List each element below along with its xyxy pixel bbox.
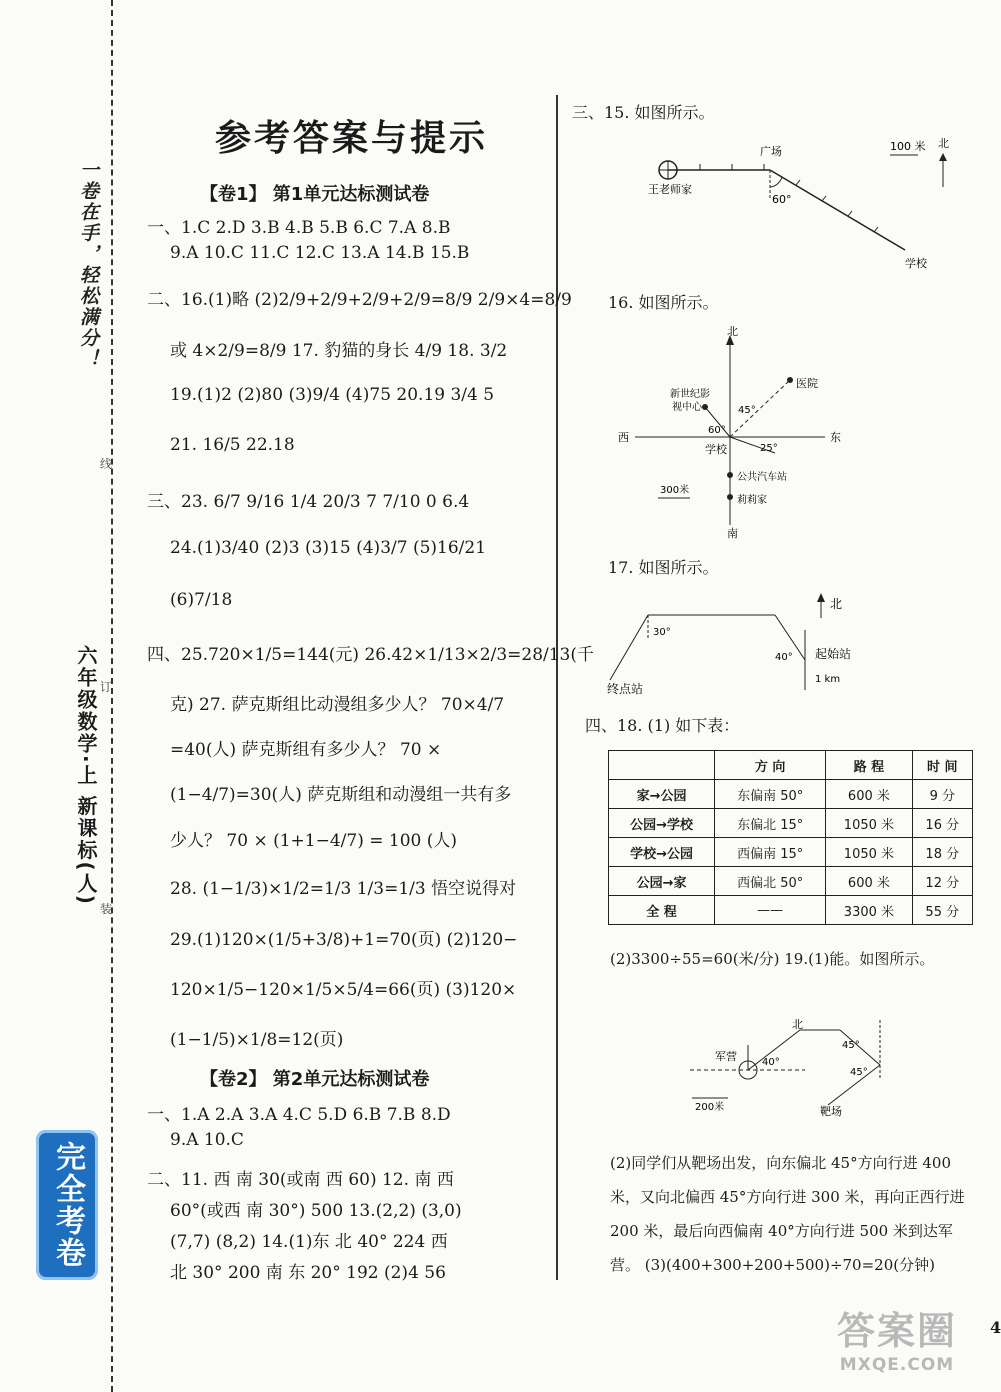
fig15-angle: 60° [772, 193, 792, 206]
svg-text:东: 东 [830, 431, 841, 444]
answer-line-12: =40(人) 萨克斯组有多少人？ 70 × [170, 740, 442, 760]
svg-text:军营: 军营 [715, 1050, 737, 1063]
page-title: 参考答案与提示 [215, 117, 489, 159]
answer-line-3: 二、16.(1)略 (2)2/9+2/9+2/9+2/9=8/9 2/9×4=8/9 [147, 290, 572, 310]
brand-logo: 完全考卷 [36, 1130, 98, 1280]
svg-text:南: 南 [727, 527, 738, 540]
fig15-school: 学校 [905, 257, 927, 270]
answer-line-11: 克) 27. 萨克斯组比动漫组多少人？ 70×4/7 [170, 695, 505, 715]
svg-text:40°: 40° [762, 1057, 780, 1068]
answer-line-13: (1−4/7)=30(人) 萨克斯组和动漫组一共有多 [170, 785, 512, 805]
answer-line-5: 19.(1)2 (2)80 (3)9/4 (4)75 20.19 3/4 5 [170, 385, 495, 405]
answer-line-8: 24.(1)3/40 (2)3 (3)15 (4)3/7 (5)16/21 [170, 538, 487, 558]
bind-mark-ding: 订 [100, 680, 113, 694]
column-divider [556, 95, 558, 1280]
svg-text:莉莉家: 莉莉家 [737, 495, 767, 506]
figure-15 [560, 125, 980, 275]
answer-line-18: (1−1/5)×1/8=12(页) [170, 1030, 344, 1050]
answer-line-21: 二、11. 西 南 30(或南 西 60) 12. 南 西 [147, 1170, 454, 1190]
fig15-square: 广场 [760, 145, 782, 158]
q18-label: 四、18. (1) 如下表： [585, 716, 740, 735]
svg-text:40°: 40° [775, 652, 793, 663]
answer-line-15: 28. (1−1/3)×1/2=1/3 1/3=1/3 悟空说得对 [170, 879, 517, 899]
section-header-1: 【卷1】 第1单元达标测试卷 [200, 184, 430, 205]
route-table: 方 向 路 程 时 间 家→公园 东偏南 50° 600 米 9 分 公园→学校 东偏北 15° 1050 米 16 分 学校→公园 西偏南 15° 1050 米 18 分 公园→家 西偏北 50° 600 米 12 分 全 程 —— 3300 米 55 分 [608, 750, 973, 925]
q18b-line: (2)3300÷55=60(米/分) 19.(1)能。如图所示。 [610, 950, 935, 968]
answer-line-1: 一、1.C 2.D 3.B 4.B 5.B 6.C 7.A 8.B [147, 218, 451, 238]
answer-line-4: 或 4×2/9=8/9 17. 豹猫的身长 4/9 18. 3/2 [170, 341, 508, 361]
q19-explanation: (2)同学们从靶场出发，向东偏北 45°方向行进 400 米，又向北偏西 45°方向行进 300 米，再向正西行进 200 米，最后向西偏南 40°方向行进 500 米到达军营。 (3)(400+300+200+500)÷70=20(分钟) [610, 1154, 965, 1274]
fig15-scale: 100 米 [890, 140, 926, 153]
svg-text:起始站: 起始站 [815, 647, 852, 661]
series-label: 六年级数学·上 新课标(人) [74, 645, 98, 906]
svg-text:靶场: 靶场 [820, 1105, 842, 1118]
figure-17 [605, 590, 875, 700]
bind-mark-zhuang: 装 [100, 902, 113, 916]
answer-line-23: (7,7) (8,2) 14.(1)东 北 40° 224 西 [170, 1232, 448, 1252]
answer-line-24: 北 30° 200 南 东 20° 192 (2)4 56 [170, 1263, 446, 1283]
answer-line-10: 四、25.720×1/5=144(元) 26.42×1/13×2/3=28/13(千 [147, 645, 595, 665]
answer-line-6: 21. 16/5 22.18 [170, 435, 295, 455]
svg-text:45°: 45° [842, 1040, 860, 1051]
q15-label: 三、15. 如图所示。 [572, 103, 715, 122]
svg-text:视中心: 视中心 [672, 402, 702, 413]
svg-text:西: 西 [618, 431, 629, 444]
answer-line-19: 一、1.A 2.A 3.A 4.C 5.D 6.B 7.B 8.D [147, 1105, 451, 1125]
answer-line-14: 少人？ 70 × (1+1−4/7) = 100 (人) [170, 831, 457, 851]
page-number: 4 [990, 1318, 1001, 1337]
answer-line-16: 29.(1)120×(1/5+3/8)+1=70(页) (2)120− [170, 930, 518, 950]
section-header-2: 【卷2】 第2单元达标测试卷 [200, 1069, 430, 1090]
svg-text:30°: 30° [653, 627, 671, 638]
table-row: 公园→学校 东偏北 15° 1050 米 16 分 [609, 809, 973, 838]
svg-text:45°: 45° [738, 405, 756, 416]
answer-line-22: 60°(或西 南 30°) 500 13.(2,2) (3,0) [170, 1201, 462, 1221]
svg-text:北: 北 [727, 325, 738, 338]
fig15-north: 北 [938, 137, 949, 150]
figure-16 [610, 325, 850, 540]
svg-text:200米: 200米 [695, 1102, 725, 1113]
svg-text:公共汽车站: 公共汽车站 [737, 472, 787, 483]
binding-line [111, 0, 113, 1392]
answer-line-2: 9.A 10.C 11.C 12.C 13.A 14.B 15.B [170, 243, 470, 263]
answer-line-20: 9.A 10.C [170, 1130, 244, 1150]
svg-text:25°: 25° [760, 443, 778, 454]
q17-label: 17. 如图所示。 [608, 558, 719, 577]
answer-line-9: (6)7/18 [170, 590, 233, 610]
svg-text:1 km: 1 km [815, 674, 841, 685]
svg-text:医院: 医院 [796, 377, 818, 390]
table-row: 公园→家 西偏北 50° 600 米 12 分 [609, 867, 973, 896]
table-row: 全 程 —— 3300 米 55 分 [609, 896, 973, 925]
bind-mark-line: 线 [100, 457, 113, 471]
svg-text:北: 北 [830, 597, 843, 611]
table-row: 学校→公园 西偏南 15° 1050 米 18 分 [609, 838, 973, 867]
fig15-home: 王老师家 [648, 183, 692, 196]
svg-text:60°: 60° [708, 425, 726, 436]
svg-text:新世纪影: 新世纪影 [670, 389, 710, 400]
svg-text:300米: 300米 [660, 485, 690, 496]
q16-label: 16. 如图所示。 [608, 293, 719, 312]
slogan: 一卷在手，轻松满分！ [77, 160, 99, 370]
table-row: 家→公园 东偏南 50° 600 米 9 分 [609, 780, 973, 809]
figure-19 [680, 1010, 910, 1125]
svg-text:学校: 学校 [705, 443, 727, 456]
svg-text:终点站: 终点站 [607, 682, 644, 696]
svg-text:北: 北 [792, 1018, 803, 1031]
answer-line-7: 三、23. 6/7 9/16 1/4 20/3 7 7/10 0 6.4 [147, 492, 470, 512]
svg-text:45°: 45° [850, 1067, 868, 1078]
answer-line-17: 120×1/5−120×1/5×5/4=66(页) (3)120× [170, 980, 517, 1000]
watermark: 答案圈 MXQE.COM [836, 1309, 957, 1375]
